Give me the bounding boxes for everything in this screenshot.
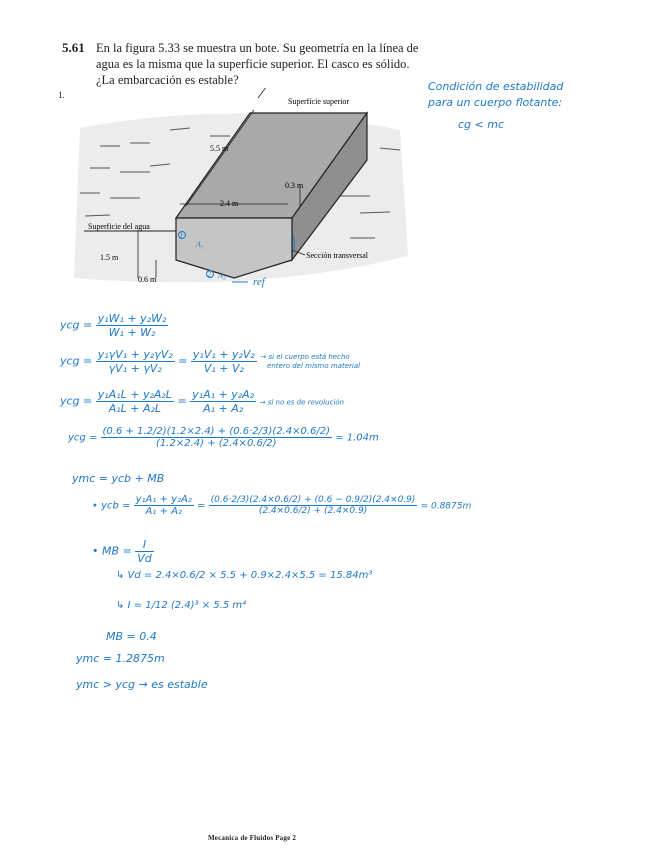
top-surface-leader bbox=[258, 88, 267, 98]
eq2-note: → si el cuerpo está hecho entero del mismo material bbox=[260, 352, 361, 370]
depth-label: 0.3 m bbox=[285, 181, 304, 190]
ycb-row: • ycb = $\frac{\text{y₁A₁ + y₂A₂}}{\text{A₁ + A₂}}$ = $\frac{(0.6\cdot 2/3)(2.4\times 0.6/2) + (0.6 - 0.9/2)(2.4\times 0.9)}{(2.4\times 0.6/2) + (2.4\times 0.9)}$ = 0.8875m bbox=[92, 494, 472, 517]
ycb-expression-numerator: (0.6·2/3)(2.4×0.6/2) + (0.6 − 0.9/2)(2.4×0.9) bbox=[210, 495, 416, 505]
top-surface-label: Superficie superior bbox=[288, 97, 350, 106]
eq2-mid-denominator: V₁ + V₂ bbox=[203, 362, 244, 375]
eq2-note-line2: entero del mismo material bbox=[267, 361, 361, 370]
mb-fraction bbox=[135, 538, 154, 565]
area2-label: A₂ bbox=[218, 271, 226, 280]
ref-label: ref bbox=[253, 276, 265, 288]
stability-note-line3: cg < mc bbox=[458, 118, 505, 131]
eq4-row bbox=[68, 426, 379, 449]
height-label: 1.5 m bbox=[100, 253, 119, 262]
figure-label: 1. bbox=[58, 90, 65, 100]
ycb-label: • ycb = bbox=[92, 500, 131, 512]
region2-marker: 2 bbox=[207, 270, 211, 279]
bottom-label: 0.6 m bbox=[138, 275, 157, 284]
eq2-row: ycg = $\frac{\text{y₁γV₁ + y₂γV₂}}{\text{γV₁ + γV₂}}$ = $\frac{\text{y₁V₁ + y₂V₂}}{\text{V₁ + V₂}}$ → si el cuerpo está hecho entero del mismo material bbox=[60, 348, 361, 375]
ycb-numerator: y₁A₁ + y₂A₂ bbox=[135, 494, 192, 505]
ycb-expression-denominator: (2.4×0.6/2) + (2.4×0.9) bbox=[258, 506, 368, 516]
eq3-row: ycg = $\frac{\text{y₁A₁L + y₂A₂L}}{\text{A₁L + A₂L}}$ = $\frac{\text{y₁A₁ + y₂A₂}}{\text{A₁ + A₂}}$ → si no es de revolución bbox=[60, 388, 345, 415]
mb-row bbox=[92, 538, 154, 565]
ymc-result: ymc = 1.2875m bbox=[76, 652, 165, 665]
eq4-result: = 1.04m bbox=[335, 432, 379, 444]
eq2-denominator: γV₁ + γV₂ bbox=[108, 362, 162, 375]
eq2-mid-numerator: y₁V₁ + y₂V₂ bbox=[192, 348, 255, 361]
eq3-label: ycg = bbox=[60, 394, 93, 408]
eq4-fraction bbox=[101, 426, 333, 449]
eq3-note: → si no es de revolución bbox=[259, 398, 345, 407]
section-label: Sección transversal bbox=[306, 251, 368, 260]
eq2-fraction bbox=[96, 348, 175, 375]
eq4-numerator: (0.6 + 1.2/2)(1.2×2.4) + (0.6·2/3)(2.4×0.6/2) bbox=[102, 426, 331, 437]
displaced-volume-line: ↳ Vd = 2.4×0.6/2 × 5.5 + 0.9×2.4×5.5 = 15.84m³ bbox=[116, 570, 373, 581]
problem-number: 5.61 bbox=[62, 40, 85, 55]
eq1-numerator: y₁W₁ + y₂W₂ bbox=[97, 312, 167, 325]
width-label: 2.4 m bbox=[220, 199, 239, 208]
problem-statement: En la figura 5.33 se muestra un bote. Su geometría en la línea de agua es la misma que la superficie superior. El casco es sólido. ¿La embarcación es estable? bbox=[96, 41, 419, 87]
eq3-numerator: y₁A₁L + y₂A₂L bbox=[97, 388, 172, 401]
eq3-mid-numerator: y₁A₁ + y₂A₂ bbox=[192, 388, 255, 401]
eq3-note-text: si no es de revolución bbox=[267, 398, 345, 407]
boat-figure bbox=[60, 88, 420, 300]
ymc-definition: ymc = ycb + MB bbox=[72, 472, 165, 485]
mb-label: • MB = bbox=[92, 544, 132, 558]
eq1-fraction bbox=[96, 312, 169, 339]
eq1-label: ycg = bbox=[60, 318, 93, 332]
eq3-denominator: A₁L + A₂L bbox=[108, 402, 162, 415]
stability-conclusion: ymc > ycg → es estable bbox=[76, 678, 208, 691]
eq2-numerator: y₁γV₁ + y₂γV₂ bbox=[97, 348, 173, 361]
stability-note-line1: Condición de estabilidad bbox=[428, 80, 564, 93]
ycb-result: = 0.8875m bbox=[420, 501, 472, 512]
inertia-line: ↳ I = 1/12 (2.4)³ × 5.5 m⁴ bbox=[116, 600, 247, 611]
eq3-fraction bbox=[96, 388, 174, 415]
mb-denominator: Vd bbox=[137, 552, 152, 565]
eq2-simplified bbox=[191, 348, 257, 375]
eq2-note-line1: si el cuerpo está hecho bbox=[268, 352, 350, 361]
ycb-expression bbox=[209, 495, 418, 516]
ycb-denominator: A₁ + A₂ bbox=[145, 506, 182, 517]
length-label: 5.5 m bbox=[210, 144, 229, 153]
stability-note-line2: para un cuerpo flotante: bbox=[428, 96, 563, 109]
eq1-row bbox=[60, 312, 168, 339]
eq2-label: ycg = bbox=[60, 354, 93, 368]
page-footer: Mecanica de Fluidos Page 2 bbox=[208, 834, 297, 842]
eq4-label: ycg = bbox=[68, 432, 98, 444]
eq4-denominator: (1.2×2.4) + (2.4×0.6/2) bbox=[156, 438, 277, 449]
ycb-fraction bbox=[134, 494, 194, 517]
mb-result: MB = 0.4 bbox=[106, 630, 157, 643]
area1-label: A₁ bbox=[196, 240, 204, 249]
eq1-denominator: W₁ + W₂ bbox=[108, 326, 156, 339]
mb-numerator: I bbox=[135, 538, 154, 552]
region1-marker: 1 bbox=[179, 231, 183, 240]
water-surface-label: Superficie del agua bbox=[88, 222, 150, 231]
eq3-mid-denominator: A₁ + A₂ bbox=[203, 402, 244, 415]
eq3-simplified bbox=[190, 388, 256, 415]
